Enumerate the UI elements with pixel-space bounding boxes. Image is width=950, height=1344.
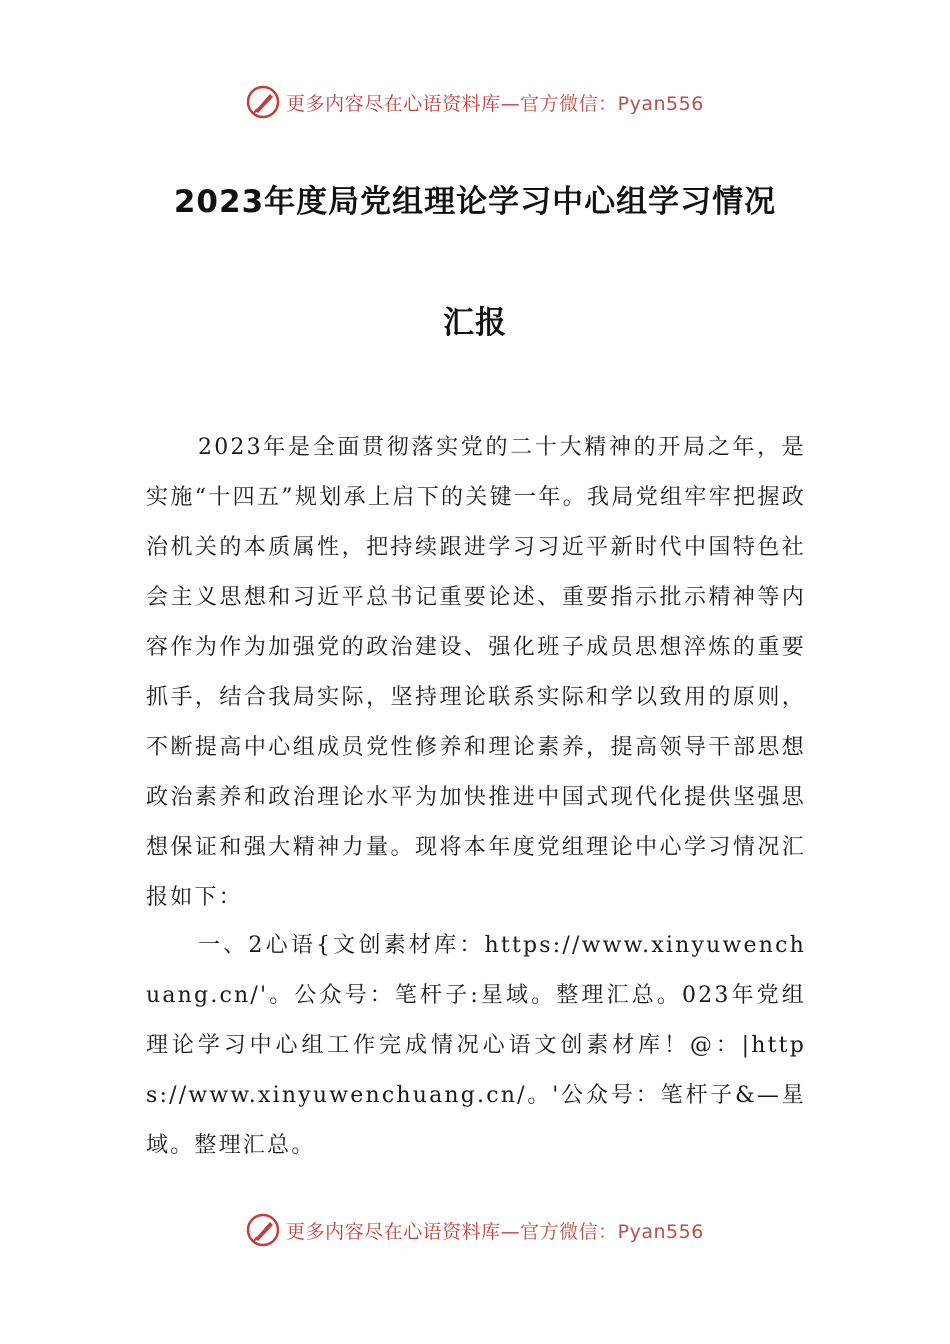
watermark-text <box>286 89 704 116</box>
document-title-line1: 2023年度局党组理论学习中心组学习情况 <box>173 184 777 220</box>
watermark-text <box>286 1217 704 1244</box>
paragraph-section-one: 一、2心语{文创素材库：https://www.xinyuwenchuang.cn/'。公众号：笔杆子:星域。整理汇总。023年党组理论学习中心组工作完成情况心语文创素材库！@：|https://www.xinyuwenchuang.cn/。'公众号：笔杆子&—星域。整理汇总。 <box>146 933 806 1158</box>
watermark-banner-top <box>0 82 950 122</box>
quill-logo-icon <box>246 1213 280 1247</box>
watermark-separator: — <box>500 1220 521 1243</box>
document-title-line2: 汇报 <box>443 305 507 341</box>
watermark-label: 更多内容尽在心语资料库 <box>286 1220 501 1243</box>
watermark-label: 更多内容尽在心语资料库 <box>286 92 501 115</box>
watermark-banner-bottom <box>0 1210 950 1250</box>
watermark-wechat: 官方微信：Pyan556 <box>520 1220 704 1243</box>
paragraph-intro: 2023年是全面贯彻落实党的二十大精神的开局之年，是实施“十四五”规划承上启下的关键一年。我局党组牢牢把握政治机关的本质属性，把持续跟进学习习近平新时代中国特色社会主义思想和习近平总书记重要论述、重要指示批示精神等内容作为作为加强党的政治建设、强化班子成员思想淬炼的重要抓手，结合我局实际，坚持理论联系实际和学以致用的原则，不断提高中心组成员党性修养和理论素养，提高领导干部思想政治素养和政治理论水平为加快推进中国式现代化提供坚强思想保证和强大精神力量。现将本年度党组理论中心学习情况汇报如下： <box>146 435 806 910</box>
watermark-wechat: 官方微信：Pyan556 <box>520 92 704 115</box>
watermark-separator: — <box>500 92 521 115</box>
quill-logo-icon <box>246 85 280 119</box>
